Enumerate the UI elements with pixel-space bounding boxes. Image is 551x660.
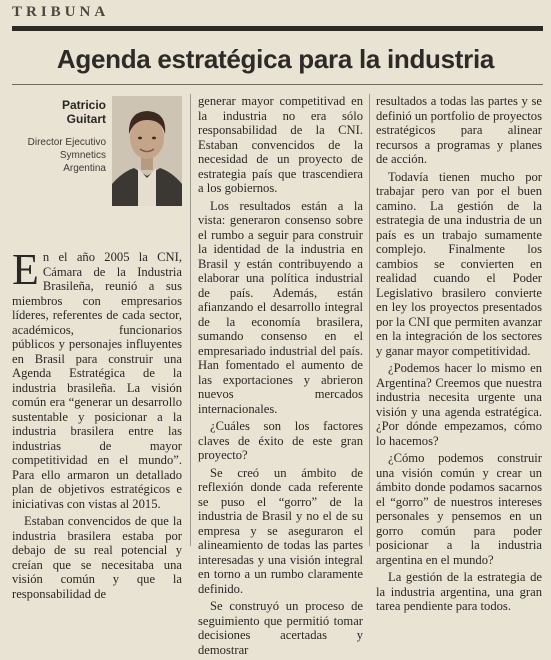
author-name bbox=[62, 98, 106, 126]
article-paragraph: Se construyó un proceso de seguimiento que permitió tomar decisiones acertadas y demostrar bbox=[198, 599, 363, 657]
paragraph-text: n el año 2005 la CNI, Cámara de la Industria Brasileña, reunió a sus miembros con empresarios líderes, referentes de cada sector, académicos, funcionarios públicos y personajes influyentes en Brasil para construir una Agenda Estratégica de la industria brasileña. La visión común era “generar un desarrollo sustentable y posicionar a la industria brasilera entre las industrias de mayor competitividad en el mundo”. Para ello armaron un detallado plan de objetivos estratégicos e iniciativas con vistas al 2015. bbox=[12, 250, 182, 511]
author-company: Symnetics bbox=[59, 150, 106, 161]
article-column-3 bbox=[376, 94, 542, 617]
section-label: TRIBUNA bbox=[12, 4, 110, 20]
headline-rule bbox=[12, 84, 543, 85]
article-column-2 bbox=[198, 94, 363, 660]
article-paragraph: ¿Cuáles son los factores claves de éxito de este gran proyecto? bbox=[198, 419, 363, 462]
article-paragraph: Los resultados están a la vista: generaron consenso sobre el rumbo a seguir para construir la identidad de la industria en Brasil y están contribuyendo a elaborar una política industrial de país. Además, están afianzando el desarrollo integral de la economía brasilera, sumando consenso en el empresariado industrial del país. Han fomentado el aumento de las exportaciones y abrieron nuevos mercados internacionales. bbox=[198, 198, 363, 416]
article-paragraph: generar mayor competitivad en la industria no era sólo responsabilidad de la CNI. Estaban convencidos de la necesidad de un proyecto de estrategia país que trascendiera a los gobiernos. bbox=[198, 94, 363, 195]
article-paragraph: La gestión de la estrategia de la industria argentina, una gran tarea pendiente para todos. bbox=[376, 570, 542, 613]
article-paragraph: resultados a todas las partes y se definió un portfolio de proyectos estratégicos para alinear recursos a programas y planes de acción. bbox=[376, 94, 542, 166]
column-divider bbox=[190, 94, 191, 546]
author-role: Director Ejecutivo bbox=[27, 137, 106, 148]
article-paragraph: Se creó un ámbito de reflexión donde cada referente se puso el “gorro” de la industria de Brasil y no el de su empresa y se aseguraron el alineamiento de todas las partes interesadas y una visión integral en torno a un rumbo claramente definido. bbox=[198, 465, 363, 596]
page-title: Agenda estratégica para la industria bbox=[56, 44, 495, 74]
author-credentials bbox=[28, 136, 106, 175]
author-first-name: Patricio bbox=[61, 98, 106, 112]
header-rule bbox=[12, 26, 543, 31]
column-divider bbox=[369, 94, 370, 546]
article-paragraph: ¿Cómo podemos construir una visión común y crear un ámbito donde podamos sacarnos el “gorro” de nuestros intereses personales y pensemos en un gorro común para poder posicionar a la industria argentina en el mundo? bbox=[376, 451, 542, 567]
article-column-1 bbox=[12, 94, 182, 604]
article-paragraph: ¿Podemos hacer lo mismo en Argentina? Creemos que nuestra industria necesita urgente una visión y una agenda estratégica. ¿Por dónde empezamos, cómo lo hacemos? bbox=[376, 361, 542, 448]
article-paragraph: Estaban convencidos de que la industria brasilera estaba por debajo de su real potencial y creían que se necesitaba una visión común y que la responsabilidad de bbox=[12, 514, 182, 601]
drop-cap: E bbox=[12, 245, 39, 294]
author-portrait-image bbox=[112, 96, 182, 206]
article-paragraph bbox=[12, 245, 182, 511]
author-country: Argentina bbox=[63, 163, 106, 174]
byline bbox=[12, 94, 182, 244]
author-photo bbox=[112, 96, 182, 206]
article-paragraph: Todavía tienen mucho por trabajar pero van por el buen camino. La gestión de la estrategia de una industria de un país es un trabajo sumamente complejo. Finalmente los cambios se convierten en realidad cuando el Poder Legislativo brasilero convierte en ley los proyectos presentados por la CNI que permiten avanzar en la integración de los sectores y ganar mayor competitividad. bbox=[376, 169, 542, 358]
author-last-name: Guitart bbox=[66, 112, 106, 126]
